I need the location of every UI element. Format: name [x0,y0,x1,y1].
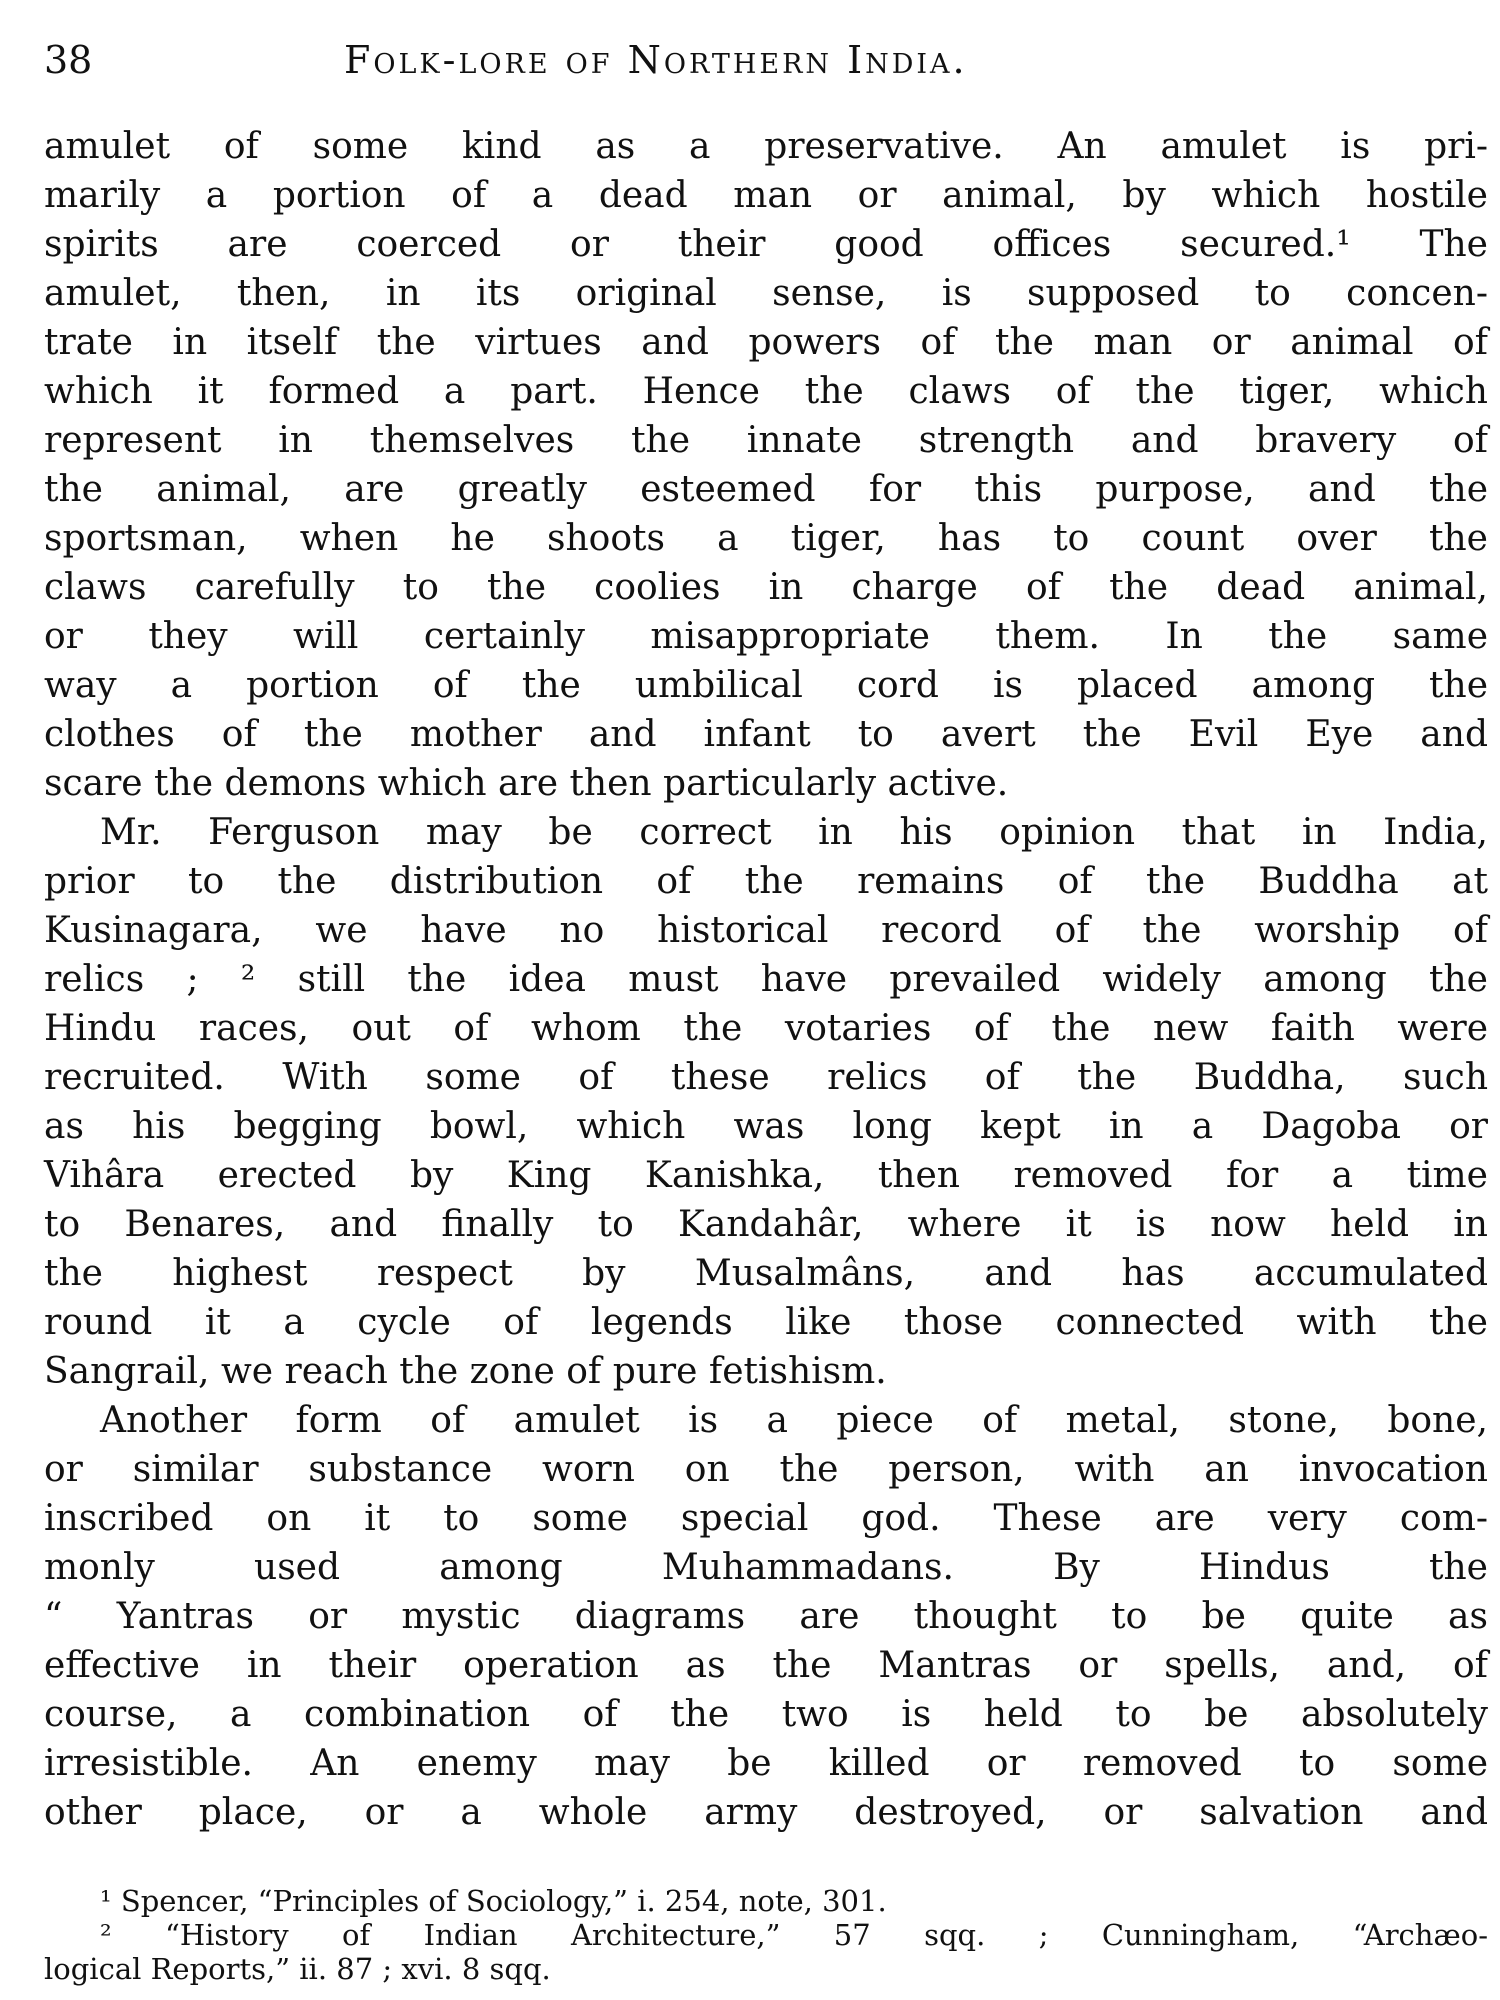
text-line: the animal, are greatly esteemed for this purpose, and the [44,469,1488,510]
body-text [44,122,1488,1837]
text-line: which it formed a part. Hence the claws of the tiger, which [44,371,1488,412]
text-line: relics ; ² still the idea must have prevailed widely among the [44,959,1488,1000]
footnotes [44,1884,1488,1986]
footnote-2-continued: logical Reports,” ii. 87 ; xvi. 8 sqq. [44,1952,551,1986]
text-line: sportsman, when he shoots a tiger, has to count over the [44,518,1488,559]
footnote-1: ¹ Spencer, “Principles of Sociology,” i. 254, note, 301. [100,1884,887,1918]
text-line: marily a portion of a dead man or animal, by which hostile [44,175,1488,216]
text-line: to Benares, and finally to Kandahâr, where it is now held in [44,1204,1488,1245]
text-line: as his begging bowl, which was long kept in a Dagoba or [44,1106,1488,1147]
text-line: or they will certainly misappropriate them. In the same [44,616,1488,657]
text-line: monly used among Muhammadans. By Hindus the [44,1547,1488,1588]
text-line: round it a cycle of legends like those connected with the [44,1302,1488,1343]
text-line: Mr. Ferguson may be correct in his opinion that in India, [100,812,1488,853]
text-line: claws carefully to the coolies in charge of the dead animal, [44,567,1488,608]
text-line: irresistible. An enemy may be killed or removed to some [44,1743,1488,1784]
text-line: recruited. With some of these relics of the Buddha, such [44,1057,1488,1098]
text-line: inscribed on it to some special god. These are very com- [44,1498,1488,1539]
text-line: trate in itself the virtues and powers of the man or animal of [44,322,1488,363]
text-line: course, a combination of the two is held to be absolutely [44,1694,1488,1735]
text-line: prior to the distribution of the remains of the Buddha at [44,861,1488,902]
text-line: Sangrail, we reach the zone of pure fetishism. [44,1351,887,1392]
running-title: Folk-lore of Northern India. [344,38,968,82]
text-line: other place, or a whole army destroyed, or salvation and [44,1792,1488,1833]
text-line: Hindu races, out of whom the votaries of the new faith were [44,1008,1488,1049]
text-line: or similar substance worn on the person, with an invocation [44,1449,1488,1490]
text-line: clothes of the mother and infant to avert the Evil Eye and [44,714,1488,755]
text-line: Kusinagara, we have no historical record of the worship of [44,910,1488,951]
text-line: Vihâra erected by King Kanishka, then removed for a time [44,1155,1488,1196]
text-line: Another form of amulet is a piece of metal, stone, bone, [100,1400,1488,1441]
text-line: the highest respect by Musalmâns, and has accumulated [44,1253,1488,1294]
running-header [44,38,1488,88]
text-line: “ Yantras or mystic diagrams are thought to be quite as [44,1596,1488,1637]
text-line: effective in their operation as the Mantras or spells, and, of [44,1645,1488,1686]
text-line: amulet of some kind as a preservative. An amulet is pri- [44,126,1488,167]
text-line: represent in themselves the innate strength and bravery of [44,420,1488,461]
page-number: 38 [44,38,93,82]
text-line: way a portion of the umbilical cord is placed among the [44,665,1488,706]
text-line: amulet, then, in its original sense, is supposed to concen- [44,273,1488,314]
footnote-2: ² “History of Indian Architecture,” 57 sqq. ; Cunningham, “Archæo- [100,1918,1488,1952]
text-line: scare the demons which are then particularly active. [44,763,1009,804]
text-line: spirits are coerced or their good offices secured.¹ The [44,224,1488,265]
